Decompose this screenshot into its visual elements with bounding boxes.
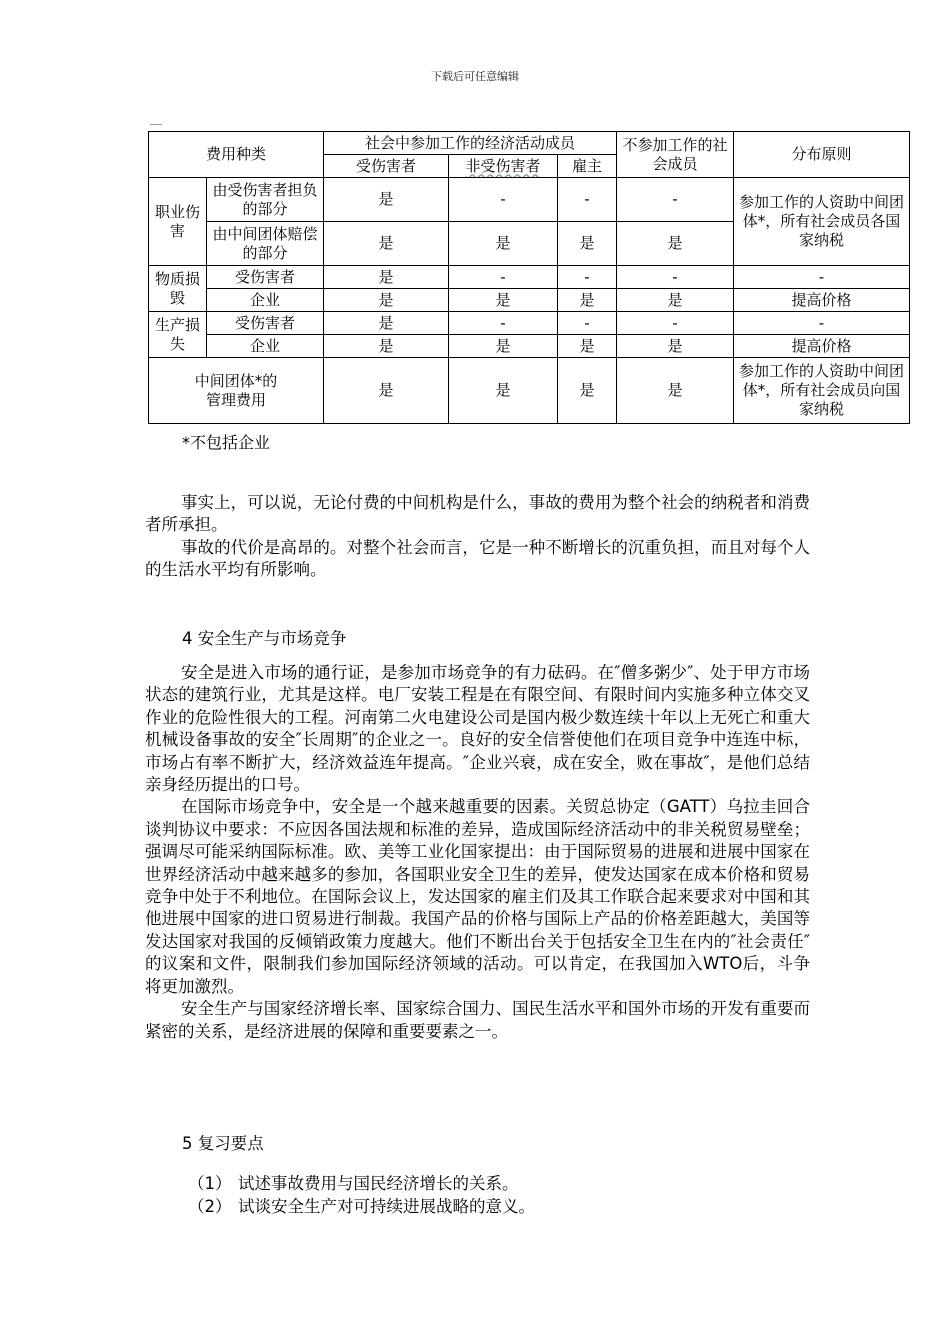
group-production: 生产损失 [149,312,207,358]
cell: - [449,178,558,222]
cell: - [558,178,617,222]
head-non-injured-text: 非受伤害者 [465,156,541,175]
table-footnote: *不包括企业 [182,433,271,452]
head-injured: 受伤害者 [324,155,449,178]
head-social-members: 社会中参加工作的经济活动成员 [324,132,617,155]
cell: 是 [324,222,449,266]
cell: 是 [449,289,558,312]
cell: - [617,178,734,222]
cell: 是 [324,289,449,312]
cell: 是 [617,289,734,312]
cell: 是 [558,222,617,266]
review-item-text: 试谈安全生产对可持续进展战略的意义。 [238,1197,535,1216]
principle-admin: 参加工作的人资助中间团体*，所有社会成员向国家纳税 [734,358,910,424]
cell: 是 [449,222,558,266]
cell: - [558,312,617,335]
cell: 是 [324,312,449,335]
review-item [188,1193,535,1217]
cell: - [558,266,617,289]
cell: 是 [324,266,449,289]
cell-principle: - [734,312,910,335]
head-employer: 雇主 [558,155,617,178]
cell-principle: 提高价格 [734,289,910,312]
cell: 是 [558,335,617,358]
cell: 是 [449,358,558,424]
cell: - [449,312,558,335]
paragraph: 在国际市场竞争中，安全是一个越来越重要的因素。关贸总协定（GATT）乌拉圭回合谈判协议中要求：不应因各国法规和标准的差异，造成国际经济活动中的非关税贸易壁垒；强调尽可能采纳国际标准。欧、美等工业化国家提出：由于国际贸易的进展和进展中国家在世界经济活动中越来越多的参加，各国职业安全卫生的差异，使发达国家在成本价格和贸易竞争中处于不利地位。在国际会议上，发达国家的雇主们及其工作联合起来要求对中国和其他进展中国家的进口贸易进行制裁。我国产品的价格与国际上产品的价格差距越大，美国等发达国家对我国的反倾销政策力度越大。他们不断出台关于包括安全卫生在内的″社会责任″的议案和文件，限制我们参加国际经济领域的活动。可以肯定，在我国加入WTO后，斗争将更加激烈。 [145,797,810,996]
head-principle: 分布原则 [734,132,910,178]
row-label: 由受伤害者担负的部分 [207,178,324,222]
review-item-number: （2） [188,1197,232,1216]
row-label: 企业 [207,335,324,358]
section-heading-4: 4 安全生产与市场竞争 [182,629,347,648]
principle-occupational: 参加工作的人资助中间团体*，所有社会成员各国家纳税 [734,178,910,266]
cell: 是 [558,358,617,424]
body-text-a [145,492,810,582]
section-heading-5: 5 复习要点 [182,1134,264,1153]
paragraph: 安全生产与国家经济增长率、国家综合国力、国民生活水平和国外市场的开发有重要而紧密的关系，是经济进展的保障和重要要素之一。 [145,999,810,1041]
cell-principle: 提高价格 [734,335,910,358]
review-item-text: 试述事故费用与国民经济增长的关系。 [238,1174,519,1193]
head-cost-type: 费用种类 [149,132,324,178]
group-property: 物质损毁 [149,266,207,312]
row-label: 企业 [207,289,324,312]
body-text-b [145,662,810,1043]
row-label: 受伤害者 [207,312,324,335]
page-header: 下载后可任意编辑 [431,70,519,83]
cell-principle: - [734,266,910,289]
paragraph: 事故的代价是高昂的。对整个社会而言，它是一种不断增长的沉重负担，而且对每个人的生活水平均有所影响。 [145,537,810,580]
cell: 是 [324,358,449,424]
head-non-working: 不参加工作的社会成员 [617,132,734,178]
cell: 是 [617,222,734,266]
paragraph: 安全是进入市场的通行证，是参加市场竞争的有力砝码。在″僧多粥少″、处于甲方市场状态的建筑行业，尤其是这样。电厂安装工程是在有限空间、有限时间内实施多种立体交叉作业的危险性很大的工程。河南第二火电建设公司是国内极少数连续十年以上无死亡和重大机械设备事故的安全″长周期″的企业之一。良好的安全信誉使他们在项目竞争中连连中标，市场占有率不断扩大，经济效益连年提高。″企业兴衰，成在安全，败在事故″，是他们总结亲身经历提出的口号。 [145,663,810,795]
paragraph: 事实上，可以说，无论付费的中间机构是什么，事故的费用为整个社会的纳税者和消费者所承担。 [145,493,810,535]
row-label: 由中间团体赔偿的部分 [207,222,324,266]
divider [150,124,162,125]
accident-cost-table [148,131,910,424]
cell: 是 [617,335,734,358]
cell: 是 [449,335,558,358]
cell: - [617,266,734,289]
cell: 是 [558,289,617,312]
cell: - [617,312,734,335]
review-item [188,1170,519,1194]
cell: 是 [617,358,734,424]
row-label: 受伤害者 [207,266,324,289]
group-occupational: 职业伤害 [149,178,207,266]
review-item-number: （1） [188,1174,232,1193]
cell: - [449,266,558,289]
cell: 是 [324,335,449,358]
head-non-injured [449,155,558,178]
cell: 是 [324,178,449,222]
row-label-admin: 中间团体*的管理费用 [149,358,324,424]
